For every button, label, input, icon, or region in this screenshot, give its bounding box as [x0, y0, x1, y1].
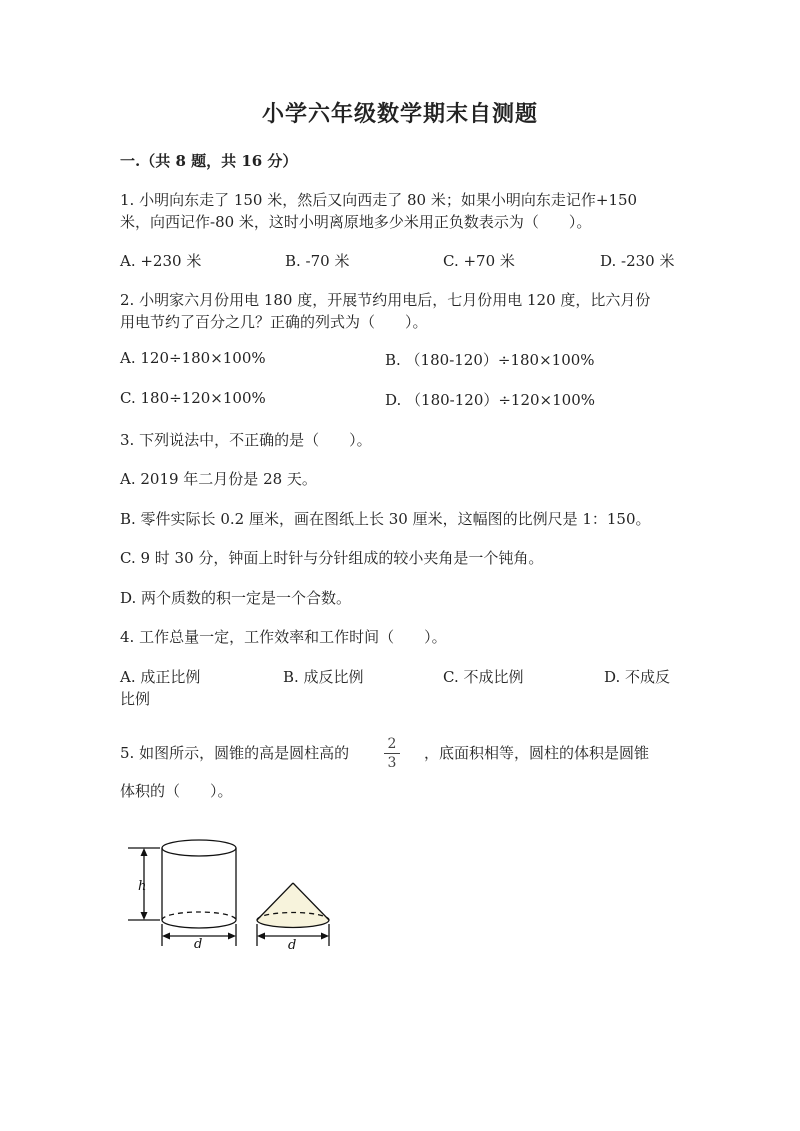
- cylinder-cone-figure: [125, 835, 340, 955]
- page-title: 小学六年级数学期末自测题: [261, 101, 538, 127]
- q5-line1-part2: ，底面积相等，圆柱的体积是圆锥: [424, 744, 650, 762]
- fraction-bar: [384, 753, 400, 754]
- q3-line1: 3. 下列说法中，不正确的是（ ）。: [120, 431, 372, 449]
- height-arrowhead-bottom: [141, 912, 148, 920]
- q1-option-a[interactable]: A. +230 米: [120, 252, 202, 270]
- q2-line2: 用电节约了百分之几？正确的列式为（ ）。: [120, 313, 428, 331]
- q2-line1: 2. 小明家六月份用电 180 度，开展节约用电后，七月份用电 120 度，比六月份: [120, 291, 651, 309]
- fraction-denominator: 3: [387, 755, 397, 771]
- q1-option-c[interactable]: C. +70 米: [443, 252, 515, 270]
- q2-option-a[interactable]: A. 120÷180×100%: [120, 349, 266, 367]
- cone-arrowhead-left: [257, 933, 265, 940]
- q5-line1-part1: 5. 如图所示，圆锥的高是圆柱高的: [120, 744, 350, 762]
- q5-line2: 体积的（ ）。: [120, 782, 233, 800]
- q4-option-a[interactable]: A. 成正比例: [120, 668, 201, 686]
- q4-option-d[interactable]: D. 不成反: [604, 668, 671, 686]
- cylinder-base-back: [162, 912, 236, 920]
- cylinder-diameter-label: d: [194, 937, 203, 952]
- q2-option-b[interactable]: B. （180-120）÷180×100%: [385, 351, 595, 369]
- q4-line1: 4. 工作总量一定，工作效率和工作时间（ ）。: [120, 628, 447, 646]
- q2-option-d[interactable]: D. （180-120）÷120×100%: [385, 391, 596, 409]
- q4-option-d-wrap: 比例: [120, 690, 151, 708]
- q1-line1: 1. 小明向东走了 150 米，然后又向西走了 80 米；如果小明向东走记作+150: [120, 191, 638, 209]
- height-arrowhead-top: [141, 848, 148, 856]
- cylinder-base-front: [162, 920, 236, 928]
- q4-option-c[interactable]: C. 不成比例: [443, 668, 524, 686]
- q2-option-c[interactable]: C. 180÷120×100%: [120, 389, 266, 407]
- height-label: h: [138, 879, 147, 894]
- cylinder-arrowhead-left: [162, 933, 170, 940]
- fraction-two-thirds: [382, 736, 402, 771]
- section-heading: 一.（共 8 题，共 16 分）: [120, 152, 298, 170]
- q3-option-a[interactable]: A. 2019 年二月份是 28 天。: [120, 470, 317, 488]
- q1-option-b[interactable]: B. -70 米: [285, 252, 350, 270]
- q4-option-b[interactable]: B. 成反比例: [283, 668, 364, 686]
- q3-option-b[interactable]: B. 零件实际长 0.2 厘米，画在图纸上长 30 厘米，这幅图的比例尺是 1：150。: [120, 510, 651, 528]
- q1-option-d[interactable]: D. -230 米: [600, 252, 675, 270]
- cone-arrowhead-right: [321, 933, 329, 940]
- q1-line2: 米，向西记作-80 米，这时小明离原地多少米用正负数表示为（ ）。: [120, 213, 592, 231]
- fraction-numerator: 2: [387, 736, 397, 752]
- cylinder-arrowhead-right: [228, 933, 236, 940]
- cone-diameter-label: d: [288, 938, 297, 953]
- q3-option-d[interactable]: D. 两个质数的积一定是一个合数。: [120, 589, 352, 607]
- cylinder-top-ellipse: [162, 840, 236, 856]
- q3-option-c[interactable]: C. 9 时 30 分，钟面上时针与分针组成的较小夹角是一个钝角。: [120, 549, 544, 567]
- cone-fill: [257, 883, 329, 927]
